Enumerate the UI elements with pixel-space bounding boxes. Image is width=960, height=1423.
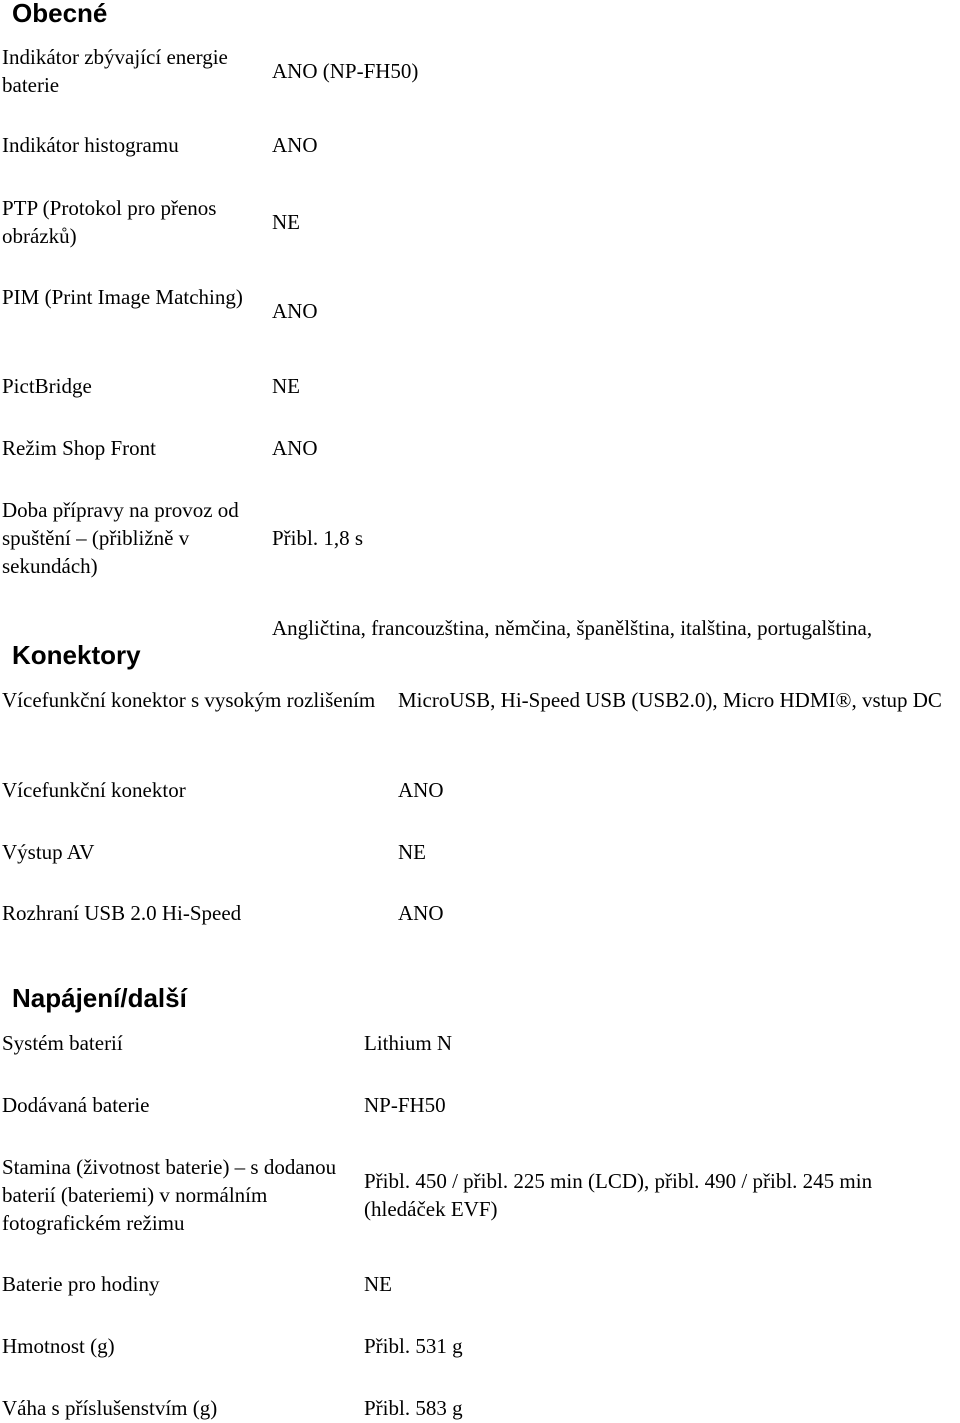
- spec-value: ANO: [398, 901, 444, 925]
- section-title-general: Obecné: [12, 0, 108, 28]
- spec-value: NE: [364, 1272, 392, 1296]
- spec-label: Výstup AV: [2, 840, 95, 864]
- spec-label: Režim Shop Front: [2, 436, 157, 460]
- spec-label: Vícefunkční konektor s vysokým rozlišením: [2, 688, 376, 712]
- section-title-connectors: Konektory: [12, 640, 141, 670]
- spec-value: NE: [272, 374, 300, 398]
- spec-value: Přibl. 1,8 s: [272, 526, 364, 550]
- spec-label: Vícefunkční konektor: [2, 778, 186, 802]
- spec-value: Přibl. 450 / přibl. 225 min (LCD), přibl. 490 / přibl. 245 min (hledáček EVF): [364, 1169, 873, 1221]
- spec-label: Dodávaná baterie: [2, 1093, 150, 1117]
- spec-label: Stamina (životnost baterie) – s dodanou baterií (bateriemi) v normálním fotografickém režimu: [2, 1155, 337, 1235]
- spec-label: Indikátor zbývající energie baterie: [2, 45, 228, 97]
- spec-value: Přibl. 583 g: [364, 1396, 463, 1420]
- spec-label: Doba přípravy na provoz od spuštění – (přibližně v sekundách): [2, 498, 239, 578]
- spec-label: Systém baterií: [2, 1031, 123, 1055]
- spec-value: Lithium N: [364, 1031, 453, 1055]
- spec-label: PIM (Print Image Matching): [2, 285, 243, 309]
- spec-label: Váha s příslušenstvím (g): [2, 1396, 218, 1420]
- languages-value: Angličtina, francouzština, němčina, španělština, italština, portugalština,: [272, 616, 873, 640]
- spec-value: ANO: [272, 133, 318, 157]
- spec-value: NE: [398, 840, 426, 864]
- spec-label: Indikátor histogramu: [2, 133, 179, 157]
- spec-value: ANO: [272, 299, 318, 323]
- spec-label: PictBridge: [2, 374, 92, 398]
- spec-value: ANO: [272, 436, 318, 460]
- spec-value: MicroUSB, Hi-Speed USB (USB2.0), Micro HDMI®, vstup DC: [398, 688, 942, 712]
- spec-value: NE: [272, 210, 300, 234]
- spec-value: NP-FH50: [364, 1093, 446, 1117]
- spec-value: ANO (NP-FH50): [272, 59, 419, 83]
- spec-value: Přibl. 531 g: [364, 1334, 463, 1358]
- section-title-power: Napájení/další: [12, 983, 187, 1013]
- spec-label: Rozhraní USB 2.0 Hi-Speed: [2, 901, 242, 925]
- spec-label: PTP (Protokol pro přenos obrázků): [2, 196, 217, 248]
- spec-label: Hmotnost (g): [2, 1334, 115, 1358]
- spec-label: Baterie pro hodiny: [2, 1272, 160, 1296]
- spec-value: ANO: [398, 778, 444, 802]
